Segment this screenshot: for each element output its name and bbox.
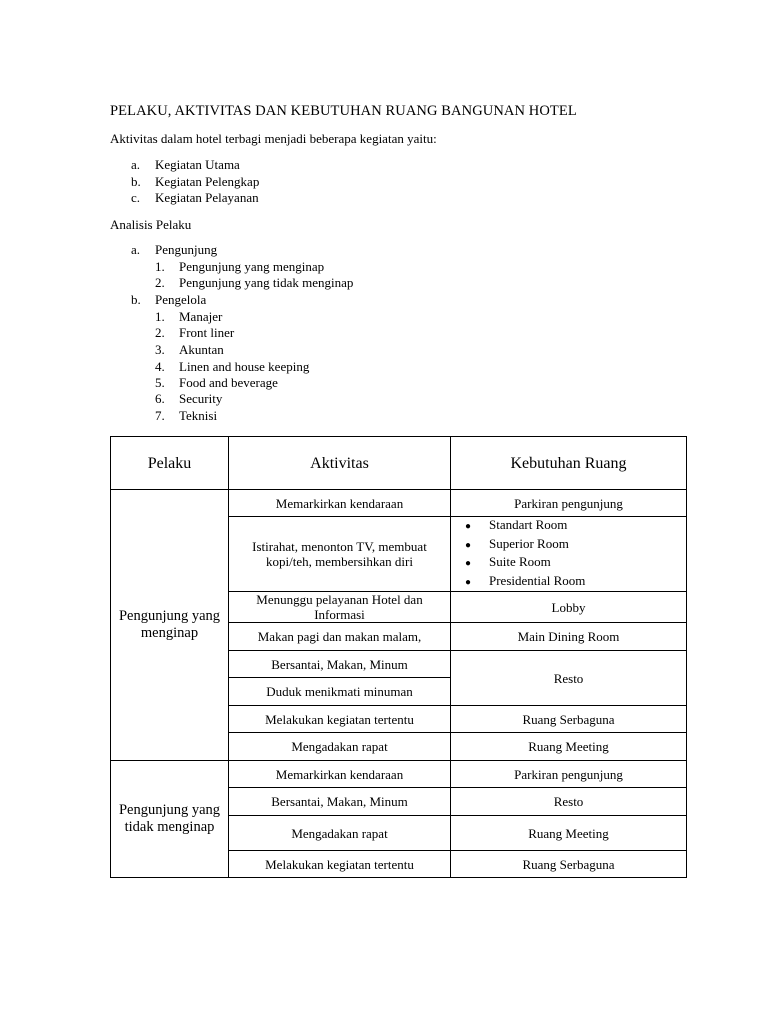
sub-list-item [155,375,278,391]
list-item [131,242,217,258]
ruang-cell [451,517,687,592]
list-text: Pengunjung yang tidak menginap [179,275,354,290]
aktivitas-cell: Bersantai, Makan, Minum [229,788,451,816]
pelaku-cell: Pengunjung yang tidak menginap [111,761,229,878]
activity-table [110,436,687,878]
list-text: Kegiatan Pelengkap [155,174,260,189]
sub-list-item [155,408,217,424]
bullet-icon: ● [465,576,472,588]
list-item [131,157,240,173]
bullet-icon: ● [465,539,472,551]
header-pelaku: Pelaku [111,437,229,490]
room-name: Presidential Room [489,572,586,588]
list-marker: 1. [155,309,165,324]
table-row [111,490,687,517]
header-aktivitas: Aktivitas [229,437,451,490]
aktivitas-cell: Bersantai, Makan, Minum [229,651,451,678]
aktivitas-cell: Menunggu pelayanan Hotel dan Informasi [229,592,451,623]
ruang-cell: Ruang Serbaguna [451,851,687,878]
list-marker: b. [131,292,141,307]
ruang-cell: Lobby [451,592,687,623]
analisis-heading: Analisis Pelaku [110,217,192,232]
list-marker: 4. [155,359,165,374]
room-name: Suite Room [489,554,551,569]
aktivitas-cell: Memarkirkan kendaraan [229,490,451,517]
list-marker: 1. [155,259,165,274]
list-text: Akuntan [179,342,224,357]
aktivitas-cell: Melakukan kegiatan tertentu [229,706,451,733]
aktivitas-cell: Duduk menikmati minuman [229,678,451,706]
list-item [465,536,686,555]
room-name: Standart Room [489,517,568,532]
ruang-cell: Ruang Serbaguna [451,706,687,733]
document-title: PELAKU, AKTIVITAS DAN KEBUTUHAN RUANG BANGUNAN HOTEL [110,103,577,119]
list-item [465,554,686,573]
list-text: Manajer [179,309,223,324]
list-text: Pengelola [155,292,207,307]
ruang-cell: Ruang Meeting [451,733,687,761]
table-row [111,761,687,788]
sub-list-item [155,325,234,341]
pelaku-cell: Pengunjung yang menginap [111,490,229,761]
list-marker: c. [131,190,141,205]
list-marker: 3. [155,342,165,357]
ruang-cell: Ruang Meeting [451,816,687,851]
list-text: Linen and house keeping [179,359,310,374]
list-text: Food and beverage [179,375,278,390]
ruang-cell: Parkiran pengunjung [451,490,687,517]
table-header-row [111,437,687,490]
aktivitas-cell: Mengadakan rapat [229,733,451,761]
sub-list-item [155,259,324,275]
list-marker: 6. [155,391,165,406]
sub-list-item [155,342,224,358]
bullet-icon: ● [465,521,472,532]
list-text: Kegiatan Pelayanan [155,190,259,205]
ruang-cell: Resto [451,788,687,816]
list-text: Teknisi [179,408,218,423]
aktivitas-cell: Memarkirkan kendaraan [229,761,451,788]
intro-paragraph: Aktivitas dalam hotel terbagi menjadi beberapa kegiatan yaitu: [110,131,437,146]
list-text: Kegiatan Utama [155,157,240,172]
list-text: Front liner [179,325,235,340]
list-item [131,174,259,190]
list-text: Pengunjung yang menginap [179,259,325,274]
aktivitas-cell: Melakukan kegiatan tertentu [229,851,451,878]
sub-list-item [155,359,309,375]
room-list [451,517,686,591]
header-kebutuhan-ruang: Kebutuhan Ruang [451,437,687,490]
list-marker: 5. [155,375,165,390]
list-marker: a. [131,157,141,172]
sub-list-item [155,309,222,325]
list-marker: 7. [155,408,165,423]
list-item [465,517,686,536]
ruang-cell: Resto [451,651,687,706]
list-item [131,292,206,308]
aktivitas-cell: Istirahat, menonton TV, membuat kopi/teh, membersihkan diri [229,517,451,592]
list-marker: 2. [155,275,165,290]
list-marker: 2. [155,325,165,340]
list-marker: a. [131,242,141,257]
aktivitas-cell: Mengadakan rapat [229,816,451,851]
list-item [465,573,686,592]
sub-list-item [155,275,353,291]
ruang-cell: Parkiran pengunjung [451,761,687,788]
ruang-cell: Main Dining Room [451,623,687,651]
list-text: Pengunjung [155,242,218,257]
list-item [131,190,259,206]
list-text: Security [179,391,223,406]
bullet-icon: ● [465,558,472,569]
room-name: Superior Room [489,535,569,551]
aktivitas-cell: Makan pagi dan makan malam, [229,623,451,651]
list-marker: b. [131,174,141,189]
sub-list-item [155,391,222,407]
